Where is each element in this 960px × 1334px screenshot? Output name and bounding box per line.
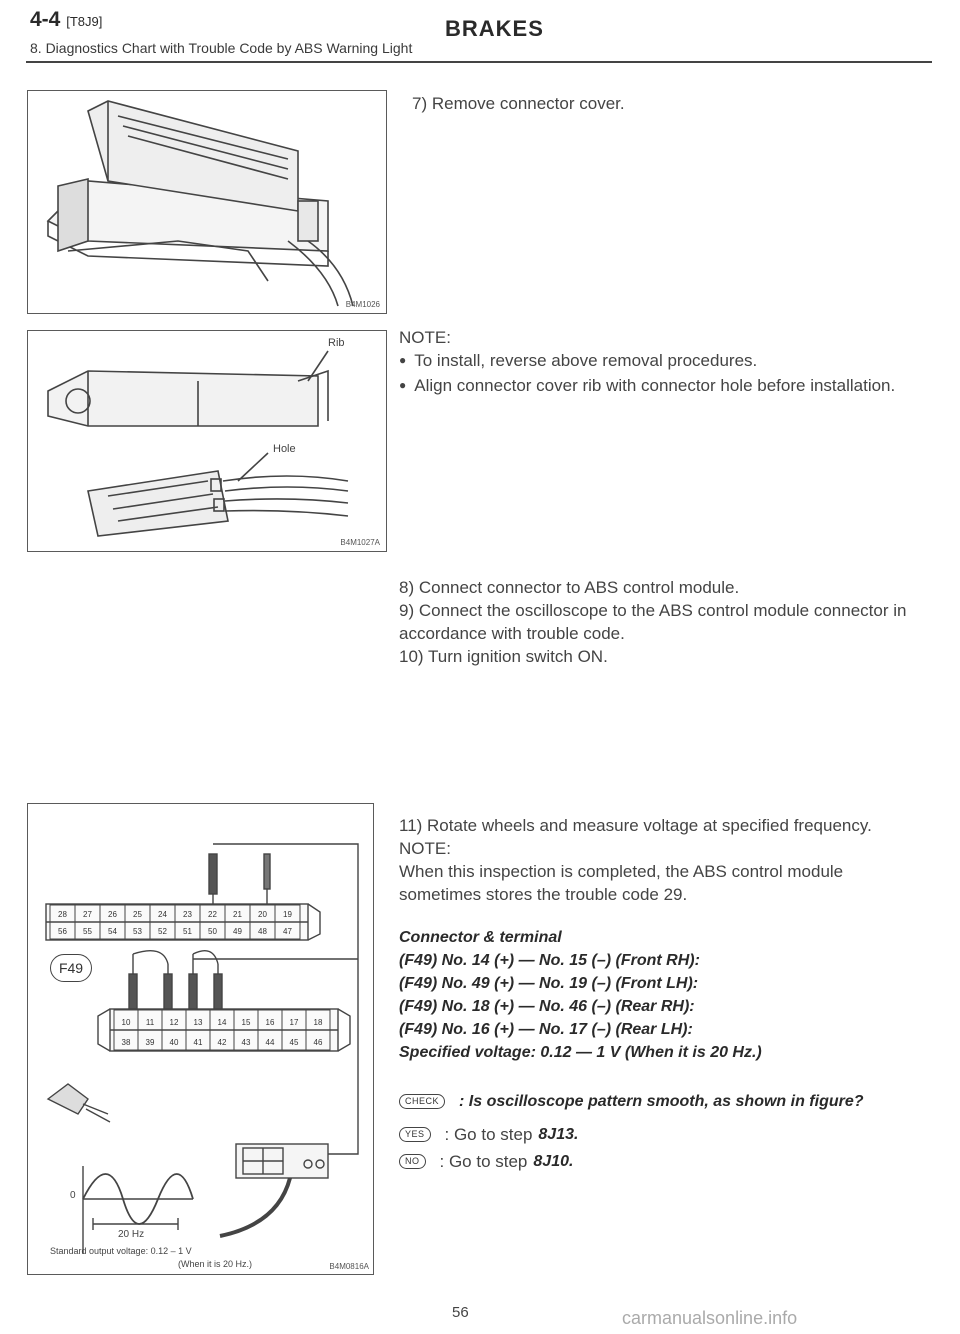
- no-badge: NO: [399, 1154, 426, 1169]
- label-hole: Hole: [273, 443, 296, 455]
- terminal-number: 10: [121, 1018, 131, 1027]
- terminal-number: 50: [208, 927, 217, 936]
- steps-8-10: [399, 576, 929, 668]
- yes-step: 8J13.: [538, 1126, 579, 1143]
- terminal-number: 14: [217, 1018, 227, 1027]
- terminal-number: 13: [193, 1018, 203, 1027]
- step-11: 11) Rotate wheels and measure voltage at specified frequency.: [399, 816, 872, 835]
- terminal-number: 40: [169, 1038, 179, 1047]
- figure-rib-hole: [27, 330, 387, 552]
- step-8: 8) Connect connector to ABS control module.: [399, 578, 740, 597]
- terminal-number: 28: [58, 910, 67, 919]
- connector-heading: Connector & terminal: [399, 929, 562, 946]
- connector-terminal-block: [399, 926, 929, 1064]
- section-code: 4-4 [T8J9]: [30, 8, 103, 31]
- watermark: carmanualsonline.info: [622, 1308, 798, 1328]
- terminal-number: 42: [217, 1038, 227, 1047]
- page-title: BRAKES: [445, 16, 544, 41]
- check-block: [399, 1090, 929, 1173]
- terminal-number: 21: [233, 910, 242, 919]
- terminal-number: 11: [145, 1018, 155, 1027]
- terminal-number: 38: [121, 1038, 131, 1047]
- terminal-number: 25: [133, 910, 142, 919]
- step-9: 9) Connect the oscilloscope to the ABS control module connector in accordance with trouble code.: [399, 601, 907, 643]
- terminal-number: 12: [169, 1018, 179, 1027]
- rib-hole-illustration: [28, 331, 386, 551]
- frequency-label: 20 Hz: [118, 1229, 145, 1240]
- section-code-tag: [T8J9]: [66, 14, 103, 29]
- figure-caption-line1: Standard output voltage: 0.12 – 1 V: [50, 1246, 192, 1256]
- yes-badge: YES: [399, 1127, 431, 1142]
- terminal-number: 55: [83, 927, 92, 936]
- figure-connector-removal: [27, 90, 387, 314]
- terminal-number: 48: [258, 927, 267, 936]
- oscilloscope-illustration: [28, 804, 373, 1274]
- connector-line-1: (F49) No. 14 (+) — No. 15 (–) (Front RH):: [399, 952, 700, 969]
- terminal-number: 49: [233, 927, 242, 936]
- check-question: : Is oscilloscope pattern smooth, as shown in figure?: [459, 1093, 864, 1110]
- label-rib: Rib: [328, 337, 345, 349]
- terminal-number: 23: [183, 910, 192, 919]
- no-step: 8J10.: [533, 1153, 574, 1170]
- connector-removal-illustration: [28, 91, 386, 313]
- connector-line-2: (F49) No. 49 (+) — No. 19 (–) (Front LH):: [399, 975, 699, 992]
- figure-caption-line2: (When it is 20 Hz.): [178, 1259, 253, 1269]
- step-11-block: [399, 814, 929, 906]
- terminal-number: 19: [283, 910, 292, 919]
- terminal-number: 43: [241, 1038, 251, 1047]
- axis-zero-label: 0: [70, 1190, 76, 1201]
- terminal-number: 53: [133, 927, 142, 936]
- terminal-number: 15: [241, 1018, 251, 1027]
- step-7: 7) Remove connector cover.: [412, 94, 625, 113]
- figure-oscilloscope: [27, 803, 374, 1275]
- terminal-number: 26: [108, 910, 117, 919]
- terminal-number: 41: [193, 1038, 203, 1047]
- figure-code: B4M1027A: [340, 538, 380, 547]
- header-rule: [26, 61, 932, 63]
- note2-text: When this inspection is completed, the ABS control module sometimes stores the trouble code 29.: [399, 862, 844, 904]
- terminal-number: 54: [108, 927, 117, 936]
- terminal-number: 24: [158, 910, 167, 919]
- figure-code: B4M0816A: [329, 1262, 369, 1271]
- terminal-number: 47: [283, 927, 292, 936]
- terminal-number: 39: [145, 1038, 155, 1047]
- terminal-number: 17: [289, 1018, 299, 1027]
- connector-label-f49: F49: [50, 954, 92, 982]
- terminal-number: 16: [265, 1018, 275, 1027]
- yes-text: : Go to step: [444, 1125, 533, 1144]
- step-10: 10) Turn ignition switch ON.: [399, 647, 608, 666]
- terminal-number: 51: [183, 927, 192, 936]
- note2-label: NOTE:: [399, 839, 451, 858]
- specified-voltage: Specified voltage: 0.12 — 1 V (When it is 20 Hz.): [399, 1044, 762, 1061]
- note-item-2: ● Align connector cover rib with connector hole before installation.: [399, 374, 929, 399]
- terminal-number: 20: [258, 910, 267, 919]
- terminal-number: 45: [289, 1038, 299, 1047]
- check-badge: CHECK: [399, 1094, 445, 1109]
- terminal-number: 56: [58, 927, 67, 936]
- no-text: : Go to step: [439, 1152, 528, 1171]
- terminal-number: 46: [313, 1038, 323, 1047]
- terminal-number: 22: [208, 910, 217, 919]
- terminal-number: 44: [265, 1038, 275, 1047]
- terminal-number: 52: [158, 927, 167, 936]
- connector-line-4: (F49) No. 16 (+) — No. 17 (–) (Rear LH):: [399, 1021, 693, 1038]
- note-item-1: ● To install, reverse above removal procedures.: [399, 349, 929, 374]
- page-number: 56: [452, 1304, 469, 1321]
- figure-code: B4M1026: [345, 300, 380, 309]
- terminal-number: 27: [83, 910, 92, 919]
- note-block-1: [399, 326, 929, 399]
- note-label: NOTE:: [399, 328, 451, 347]
- page-subtitle: 8. Diagnostics Chart with Trouble Code by ABS Warning Light: [30, 40, 413, 56]
- terminal-number: 18: [313, 1018, 323, 1027]
- connector-line-3: (F49) No. 18 (+) — No. 46 (–) (Rear RH):: [399, 998, 695, 1015]
